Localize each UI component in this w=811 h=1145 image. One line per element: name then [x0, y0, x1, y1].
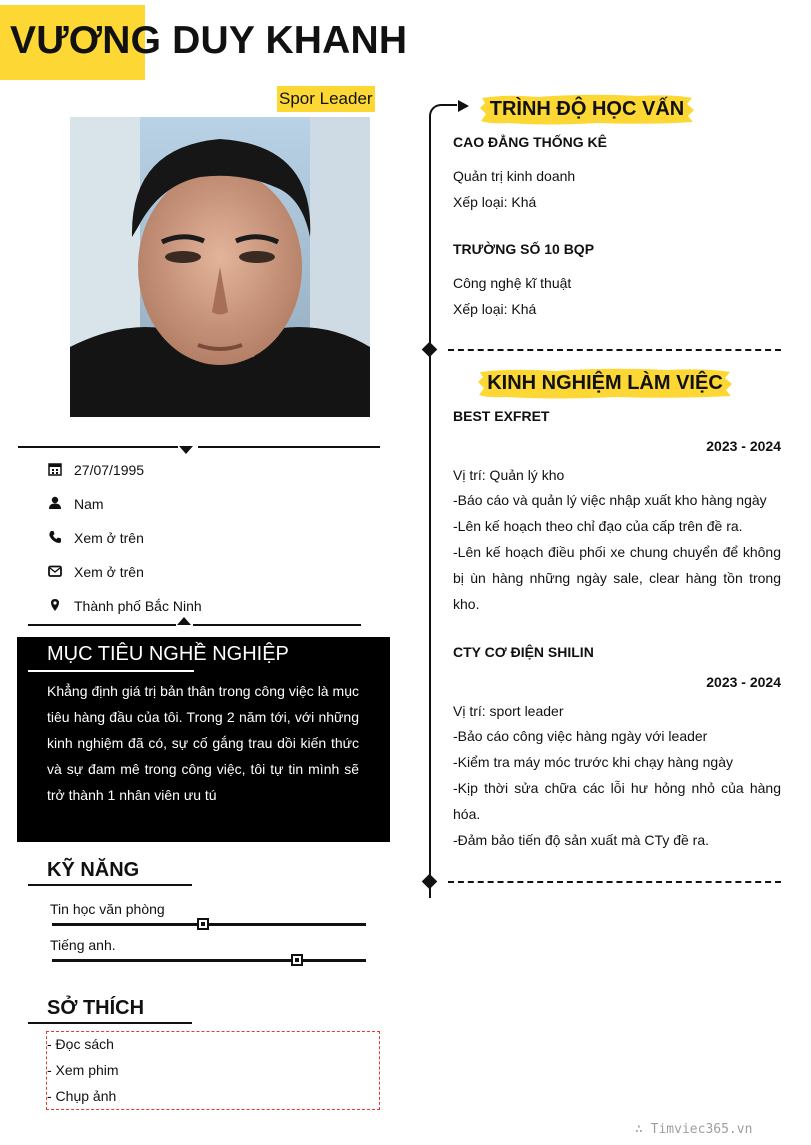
email-icon	[47, 563, 63, 579]
skill-bar	[52, 923, 366, 926]
experience-badge	[476, 366, 734, 400]
arrow-right-icon	[458, 100, 469, 112]
objective-text: Khẳng định giá trị bản thân trong công việc là mục tiêu hàng đầu của tôi. Trong 2 năm tới, với những kinh nghiệm đã có, sự cố gắng trau dồi kiến thức và sự đam mê trong công việc, tôi tự tin mình sẽ trở thành 1 nhân viên ưu tú	[47, 683, 359, 803]
work-detail: -Báo cáo và quản lý việc nhập xuất kho hàng ngày	[453, 492, 767, 508]
divider-triangle	[177, 617, 191, 625]
calendar-icon	[47, 461, 63, 477]
company-name: BEST EXFRET	[453, 408, 550, 424]
hobbies-underline	[28, 1022, 192, 1024]
school-major: Công nghệ kĩ thuật	[453, 275, 572, 291]
divider-right	[193, 624, 361, 626]
company-name: CTY CƠ ĐIỆN SHILIN	[453, 644, 594, 660]
location-pin-icon	[47, 597, 63, 613]
skill-name: Tin học văn phòng	[50, 901, 165, 917]
work-detail: -Lên kế hoạch điều phối xe chung chuyển để không bị ùn hàng những ngày sale, clear hàng tồn trong kho.	[453, 544, 781, 612]
birth-date: 27/07/1995	[74, 462, 145, 478]
job-title: Spor Leader	[277, 86, 375, 112]
section-separator	[448, 881, 781, 883]
skill-name: Tiếng anh.	[50, 937, 116, 953]
education-badge	[478, 92, 696, 126]
work-detail: -Đảm bảo tiến độ sản xuất mà CTy đề ra.	[453, 832, 710, 848]
skills-underline	[28, 884, 192, 886]
watermark: ∴ Timviec365.vn	[635, 1122, 753, 1137]
school-name: CAO ĐẲNG THỐNG KÊ	[453, 134, 607, 150]
work-detail: -Kịp thời sửa chữa các lỗi hư hỏng nhỏ của hàng hóa.	[453, 780, 781, 822]
work-detail: -Bảo cáo công việc hàng ngày với leader	[453, 728, 708, 744]
work-detail: -Kiểm tra máy móc trước khi chạy hàng ngày	[453, 754, 733, 770]
education-heading: TRÌNH ĐỘ HỌC VẤN	[489, 98, 685, 120]
user-icon	[47, 495, 63, 511]
work-position: Vị trí: sport leader	[453, 703, 564, 719]
work-period: 2023 - 2024	[706, 438, 781, 454]
phone-icon	[47, 529, 63, 545]
skill-bar	[52, 959, 366, 962]
address: Thành phố Bắc Ninh	[74, 598, 202, 614]
divider-right	[198, 446, 380, 448]
skills-heading: KỸ NĂNG	[47, 859, 140, 881]
hobby-item: - Đọc sách	[47, 1036, 114, 1052]
hobby-item: - Xem phim	[47, 1062, 119, 1078]
timeline-diamond	[422, 874, 438, 890]
divider-triangle	[179, 446, 193, 454]
school-grade: Xếp loại: Khá	[453, 194, 537, 210]
timeline-line	[429, 120, 431, 898]
objective-heading: MỤC TIÊU NGHỀ NGHIỆP	[47, 643, 289, 665]
section-separator	[448, 349, 781, 351]
skill-level-marker	[197, 918, 209, 930]
hobbies-heading: SỞ THÍCH	[47, 997, 145, 1019]
timeline-diamond	[422, 342, 438, 358]
school-name: TRƯỜNG SỐ 10 BQP	[453, 241, 595, 257]
gender: Nam	[74, 496, 104, 512]
work-period: 2023 - 2024	[706, 674, 781, 690]
work-detail: -Lên kế hoạch theo chỉ đạo của cấp trên đề ra.	[453, 518, 743, 534]
skill-level-marker	[291, 954, 303, 966]
school-grade: Xếp loại: Khá	[453, 301, 537, 317]
objective-underline	[28, 670, 194, 672]
experience-heading: KINH NGHIỆM LÀM VIỆC	[487, 372, 723, 394]
divider-left	[18, 446, 178, 448]
work-position: Vị trí: Quản lý kho	[453, 467, 565, 483]
hobby-item: - Chụp ảnh	[47, 1088, 117, 1104]
phone: Xem ở trên	[74, 530, 144, 546]
profile-photo	[70, 117, 370, 417]
email: Xem ở trên	[74, 564, 144, 580]
divider-left	[28, 624, 176, 626]
school-major: Quản trị kinh doanh	[453, 168, 576, 184]
candidate-name: VƯƠNG DUY KHANH	[10, 19, 408, 62]
timeline-curve	[429, 104, 457, 122]
